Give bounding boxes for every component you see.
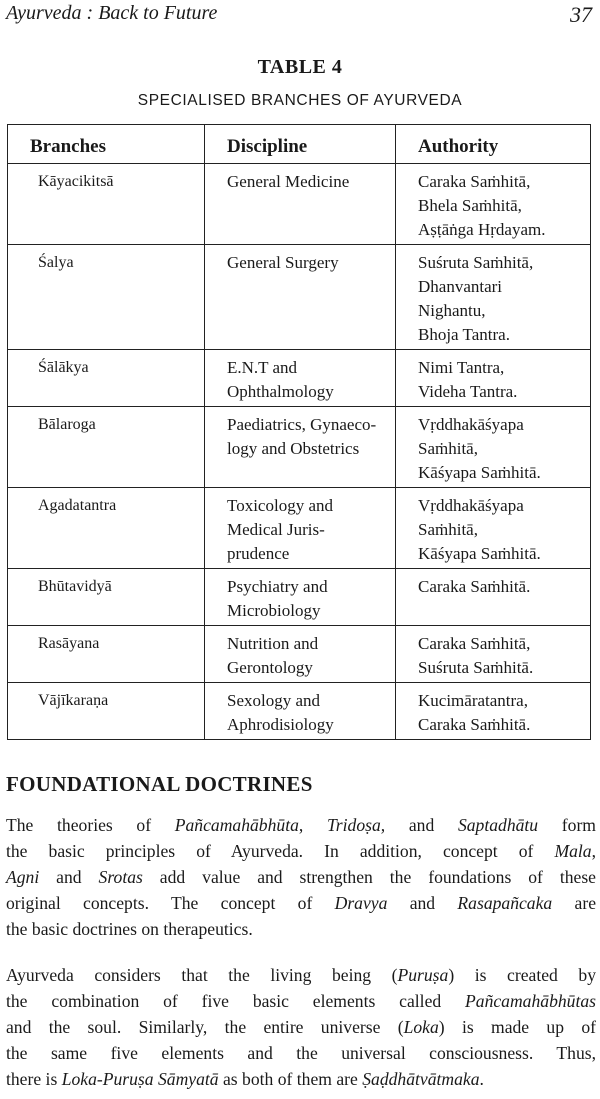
italic-term: Puruṣa (397, 965, 449, 985)
cell-line: Kāśyapa Saṁhitā. (418, 463, 541, 482)
branch-cell (8, 245, 205, 350)
branch-cell (8, 350, 205, 407)
text-segment: The theories of (6, 815, 175, 835)
text-segment: ) is created by (448, 965, 596, 985)
page-number: 37 (570, 2, 592, 27)
cell-line: prudence (227, 544, 290, 563)
cell-line: Gerontology (227, 658, 313, 677)
header-branches: Branches (8, 125, 205, 164)
cell-line: Medical Juris- (227, 520, 325, 539)
paragraph-line (6, 1066, 596, 1092)
authority-cell (396, 245, 591, 350)
cell-line: Caraka Saṁhitā, (418, 172, 531, 191)
cell-line: Aṣṭāṅga Hṛdayam. (418, 220, 546, 239)
table-caption: SPECIALISED BRANCHES OF AYURVEDA (137, 92, 463, 109)
cell-line: Caraka Saṁhitā, (418, 634, 531, 653)
paragraph-line (6, 988, 596, 1014)
italic-term: Dravya (334, 893, 388, 913)
table-row (8, 245, 591, 350)
cell-line: Sexology and (227, 691, 321, 710)
discipline-cell (205, 350, 396, 407)
italic-term: Agni (6, 867, 40, 887)
running-head-title: Ayurveda : Back to Future (6, 2, 218, 24)
cell-line: Rasāyana (38, 635, 100, 652)
cell-line: Kāśyapa Saṁhitā. (418, 544, 541, 563)
cell-line: Aphrodisiology (227, 715, 334, 734)
text-segment: original concepts. The concept of (6, 893, 335, 913)
text-segment: are (552, 893, 597, 913)
text-segment: there is (6, 1069, 62, 1089)
italic-term: Ṣaḍdhātvātmaka (362, 1069, 480, 1089)
branch-cell (8, 164, 205, 245)
discipline-cell (205, 245, 396, 350)
discipline-cell (205, 488, 396, 569)
text-segment: the basic principles of Ayurveda. In addition, concept of (6, 841, 555, 861)
italic-term: Loka-Puruṣa Sāmyatā (61, 1069, 219, 1089)
authority-cell (396, 350, 591, 407)
cell-line: logy and Obstetrics (227, 439, 360, 458)
italic-term: Pañcamahābhūtas (465, 991, 596, 1011)
text-segment: Ayurveda considers that the living being ( (6, 965, 398, 985)
cell-line: Ophthalmology (227, 382, 334, 401)
paragraph-line (6, 1040, 596, 1066)
branch-cell (8, 626, 205, 683)
discipline-cell (205, 626, 396, 683)
header-authority: Authority (396, 125, 591, 164)
text-segment: as both of them are (218, 1069, 363, 1089)
running-head (6, 2, 592, 28)
cell-line: General Medicine (227, 172, 350, 191)
table-label: TABLE 4 (257, 56, 343, 78)
cell-line: Śalya (38, 254, 74, 271)
cell-line: Bhūtavidyā (38, 578, 112, 595)
cell-line: General Surgery (227, 253, 339, 272)
table-row (8, 569, 591, 626)
header-discipline: Discipline (205, 125, 396, 164)
section-heading: FOUNDATIONAL DOCTRINES (6, 772, 313, 796)
text-segment: the combination of five basic elements called (6, 991, 466, 1011)
discipline-cell (205, 683, 396, 740)
paragraph-line (6, 812, 596, 838)
discipline-cell (205, 407, 396, 488)
cell-line: Kāyacikitsā (38, 173, 114, 190)
paragraph-line (6, 962, 596, 988)
text-segment: form (538, 815, 596, 835)
text-segment: , (591, 841, 596, 861)
cell-line: Vṛddhakāśyapa (418, 415, 524, 434)
italic-term: Mala (554, 841, 592, 861)
branch-cell (8, 407, 205, 488)
cell-line: Śālākya (38, 359, 89, 376)
text-segment: and (385, 815, 458, 835)
italic-term: Tridoṣa, (326, 815, 386, 835)
paragraph-line (6, 864, 596, 890)
paragraph-line (6, 1014, 596, 1040)
table-row (8, 683, 591, 740)
text-segment: . (479, 1069, 484, 1089)
paragraph-2 (6, 962, 596, 1092)
authority-cell (396, 407, 591, 488)
table-header-row (8, 125, 591, 164)
table-row (8, 164, 591, 245)
text-segment: and (39, 867, 99, 887)
branch-cell (8, 488, 205, 569)
cell-line: Bālaroga (38, 416, 96, 433)
authority-cell (396, 164, 591, 245)
cell-line: Bhoja Tantra. (418, 325, 510, 344)
italic-term: Rasapañcaka (457, 893, 553, 913)
text-segment: ) is made up of (438, 1017, 596, 1037)
italic-term: Loka (403, 1017, 439, 1037)
text-segment: add value and strengthen the foundations of these (142, 867, 596, 887)
cell-line: Psychiatry and (227, 577, 328, 596)
text-segment: and the soul. Similarly, the entire universe ( (6, 1017, 404, 1037)
table-row (8, 488, 591, 569)
cell-line: Nighantu, (418, 301, 486, 320)
paragraph-1 (6, 812, 596, 942)
discipline-cell (205, 164, 396, 245)
table-body (8, 164, 591, 740)
cell-line: Caraka Saṁhitā. (418, 577, 531, 596)
cell-line: Vṛddhakāśyapa (418, 496, 524, 515)
authority-cell (396, 569, 591, 626)
table-row (8, 626, 591, 683)
cell-line: Agadatantra (38, 497, 117, 514)
cell-line: Paediatrics, Gynaeco- (227, 415, 377, 434)
table-row (8, 407, 591, 488)
paragraph-line (6, 890, 596, 916)
cell-line: Nutrition and (227, 634, 319, 653)
authority-cell (396, 683, 591, 740)
authority-cell (396, 626, 591, 683)
table-row (8, 350, 591, 407)
branch-cell (8, 569, 205, 626)
branches-table (7, 124, 591, 740)
cell-line: Videha Tantra. (418, 382, 518, 401)
cell-line: Bhela Saṁhitā, (418, 196, 522, 215)
italic-term: Saptadhātu (457, 815, 539, 835)
cell-line: Vājīkaraṇa (38, 692, 109, 709)
cell-line: Nimi Tantra, (418, 358, 505, 377)
cell-line: Saṁhitā, (418, 439, 478, 458)
italic-term: Pañcamahābhūta (174, 815, 299, 835)
cell-line: Suśruta Saṁhitā. (418, 658, 534, 677)
cell-line: E.N.T and (227, 358, 298, 377)
authority-cell (396, 488, 591, 569)
cell-line: Saṁhitā, (418, 520, 478, 539)
cell-line: Kucimāratantra, (418, 691, 528, 710)
discipline-cell (205, 569, 396, 626)
cell-line: Toxicology and (227, 496, 333, 515)
paragraph-line (6, 916, 596, 942)
cell-line: Microbiology (227, 601, 321, 620)
text-segment: and (387, 893, 458, 913)
text-segment: the same five elements and the universal consciousness. Thus, (6, 1043, 596, 1063)
cell-line: Caraka Saṁhitā. (418, 715, 531, 734)
branch-cell (8, 683, 205, 740)
paragraph-line (6, 838, 596, 864)
text-segment: , (298, 815, 327, 835)
italic-term: Srotas (98, 867, 143, 887)
text-segment: the basic doctrines on therapeutics. (6, 919, 253, 939)
cell-line: Suśruta Saṁhitā, (418, 253, 534, 272)
cell-line: Dhanvantari (418, 277, 503, 296)
